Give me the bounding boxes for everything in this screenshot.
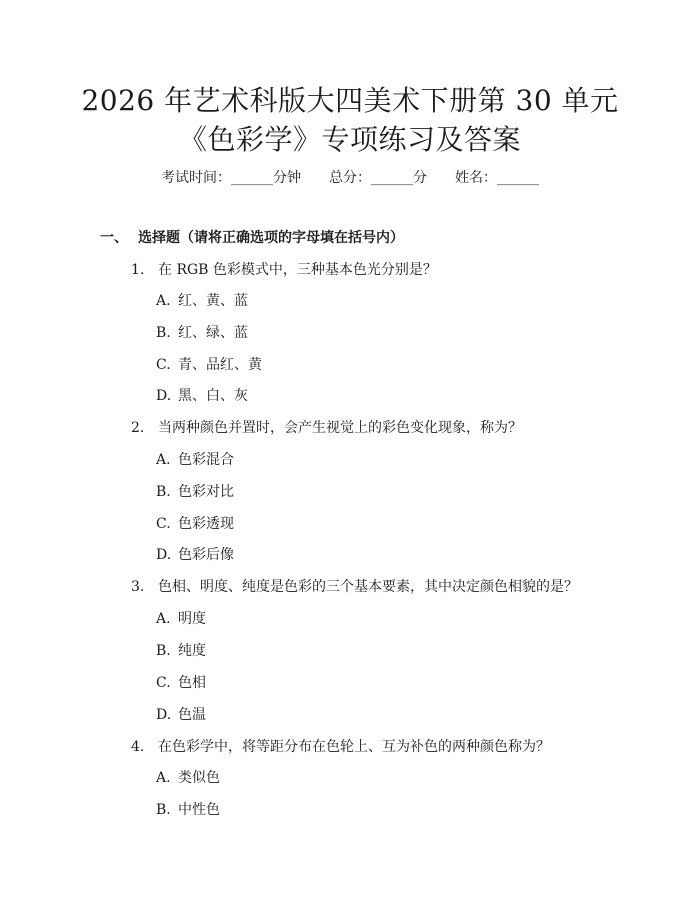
option-letter: A. bbox=[156, 452, 171, 468]
question bbox=[131, 418, 522, 438]
option-text: 色彩对比 bbox=[178, 484, 234, 500]
answer-option bbox=[156, 800, 220, 820]
option-text: 中性色 bbox=[178, 802, 220, 818]
question-text: 当两种颜色并置时，会产生视觉上的彩色变化现象，称为？ bbox=[158, 420, 522, 436]
answer-option bbox=[156, 514, 234, 534]
answer-option bbox=[156, 291, 248, 311]
answer-option bbox=[156, 386, 248, 406]
option-text: 红、绿、蓝 bbox=[178, 325, 248, 341]
option-letter: A. bbox=[156, 770, 171, 786]
answer-option bbox=[156, 482, 234, 502]
question bbox=[131, 260, 437, 280]
answer-option bbox=[156, 673, 206, 693]
option-letter: A. bbox=[156, 293, 171, 309]
question-text: 在 RGB 色彩模式中，三种基本色光分别是？ bbox=[158, 262, 437, 278]
question-number: 2. bbox=[131, 420, 145, 436]
option-letter: C. bbox=[156, 516, 171, 532]
option-text: 色彩后像 bbox=[178, 547, 234, 563]
answer-option bbox=[156, 609, 206, 629]
option-letter: D. bbox=[156, 547, 172, 563]
option-letter: B. bbox=[156, 802, 171, 818]
answer-option bbox=[156, 641, 206, 661]
question-number: 1. bbox=[131, 262, 145, 278]
answer-option bbox=[156, 355, 262, 375]
option-text: 黑、白、灰 bbox=[178, 388, 248, 404]
option-letter: D. bbox=[156, 707, 172, 723]
option-letter: B. bbox=[156, 325, 171, 341]
option-text: 色温 bbox=[178, 707, 206, 723]
option-letter: B. bbox=[156, 643, 171, 659]
question bbox=[131, 577, 578, 597]
answer-option bbox=[156, 450, 234, 470]
answer-option bbox=[156, 545, 234, 565]
option-text: 纯度 bbox=[178, 643, 206, 659]
option-text: 红、黄、蓝 bbox=[178, 293, 248, 309]
option-text: 类似色 bbox=[178, 770, 220, 786]
option-text: 色彩透现 bbox=[178, 516, 234, 532]
exam-meta-line bbox=[0, 168, 700, 188]
option-letter: C. bbox=[156, 675, 171, 691]
option-letter: A. bbox=[156, 611, 171, 627]
question-number: 4. bbox=[131, 739, 145, 755]
question-text: 在色彩学中，将等距分布在色轮上、互为补色的两种颜色称为？ bbox=[158, 739, 550, 755]
section-heading bbox=[100, 228, 404, 248]
option-letter: B. bbox=[156, 484, 171, 500]
answer-option bbox=[156, 323, 248, 343]
answer-option bbox=[156, 768, 220, 788]
exam-score-field: 总分：______分 bbox=[329, 170, 427, 186]
option-text: 青、品红、黄 bbox=[178, 357, 262, 373]
answer-option bbox=[156, 705, 206, 725]
exam-time-field: 考试时间：______分钟 bbox=[161, 170, 301, 186]
option-text: 色相 bbox=[178, 675, 206, 691]
section-number: 一、 bbox=[100, 230, 128, 246]
document-title-line1: 2026 年艺术科版大四美术下册第 30 单元 bbox=[81, 84, 619, 117]
section-title: 选择题（请将正确选项的字母填在括号内） bbox=[138, 230, 404, 246]
exam-name-field: 姓名：______ bbox=[455, 170, 539, 186]
question-number: 3. bbox=[131, 579, 145, 595]
question bbox=[131, 737, 550, 757]
option-letter: C. bbox=[156, 357, 171, 373]
document-title-line2: 《色彩学》专项练习及答案 bbox=[178, 123, 521, 156]
option-letter: D. bbox=[156, 388, 172, 404]
option-text: 色彩混合 bbox=[178, 452, 234, 468]
option-text: 明度 bbox=[178, 611, 206, 627]
question-text: 色相、明度、纯度是色彩的三个基本要素，其中决定颜色相貌的是？ bbox=[158, 579, 578, 595]
